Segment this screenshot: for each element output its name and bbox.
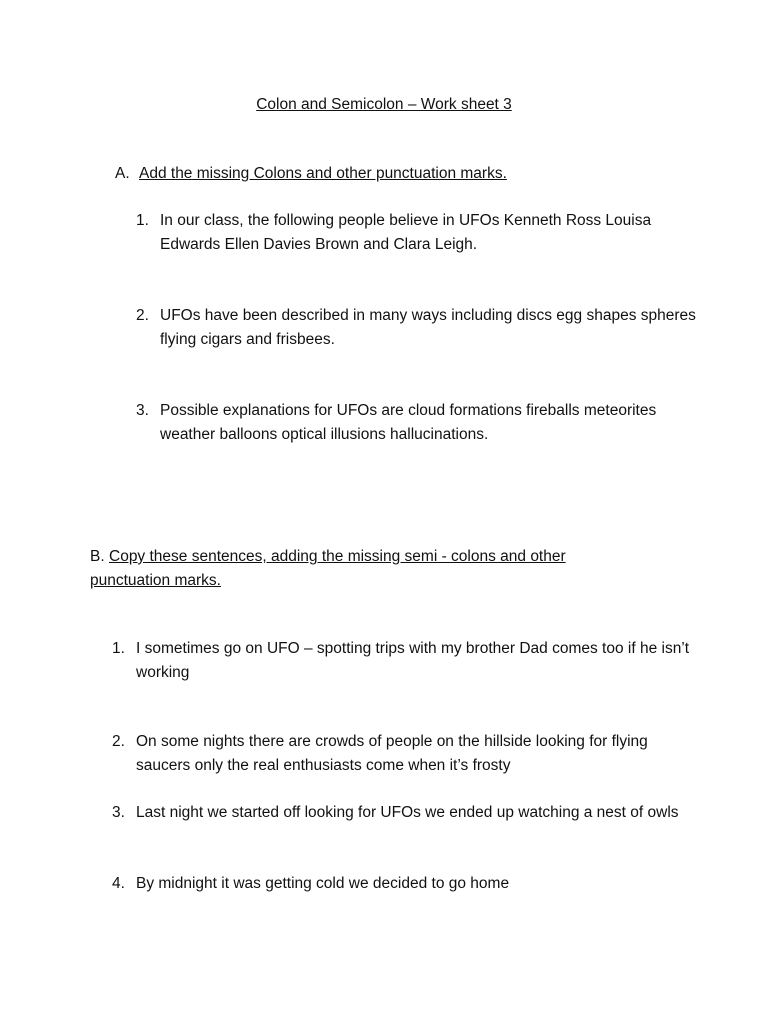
item-number: 2. [136,307,149,324]
section-b-heading [90,545,650,593]
section-a-marker: A. [115,165,130,182]
section-a-item-2 [136,304,696,352]
page-title: Colon and Semicolon – Work sheet 3 [256,96,512,113]
item-text: Possible explanations for UFOs are cloud formations fireballs meteorites weather balloons optical illusions hallucinations. [160,402,657,443]
item-text: UFOs have been described in many ways including discs egg shapes spheres flying cigars and frisbees. [160,307,696,348]
item-number: 1. [136,212,149,229]
item-text: I sometimes go on UFO – spotting trips with my brother Dad comes too if he isn’t working [136,640,690,681]
section-b-item-4 [112,872,692,896]
section-b-heading-text: Copy these sentences, adding the missing semi - colons and other punctuation marks. [90,548,566,589]
item-text: On some nights there are crowds of people on the hillside looking for flying saucers only the real enthusiasts come when it’s frosty [136,733,648,774]
section-b-item-3 [112,801,692,825]
section-a-item-1 [136,209,696,257]
section-b-marker: B. [90,548,105,565]
item-number: 2. [112,733,125,750]
section-a-heading-text: Add the missing Colons and other punctuation marks. [139,165,507,182]
item-number: 1. [112,640,125,657]
section-a-item-3 [136,399,696,447]
section-a-heading [115,162,715,186]
item-number: 3. [136,402,149,419]
item-text: In our class, the following people believe in UFOs Kenneth Ross Louisa Edwards Ellen Davies Brown and Clara Leigh. [160,212,652,253]
item-number: 3. [112,804,125,821]
section-b-item-2 [112,730,692,778]
item-number: 4. [112,875,125,892]
item-text: Last night we started off looking for UFOs we ended up watching a nest of owls [136,804,679,821]
section-b-item-1 [112,637,692,685]
item-text: By midnight it was getting cold we decided to go home [136,875,510,892]
